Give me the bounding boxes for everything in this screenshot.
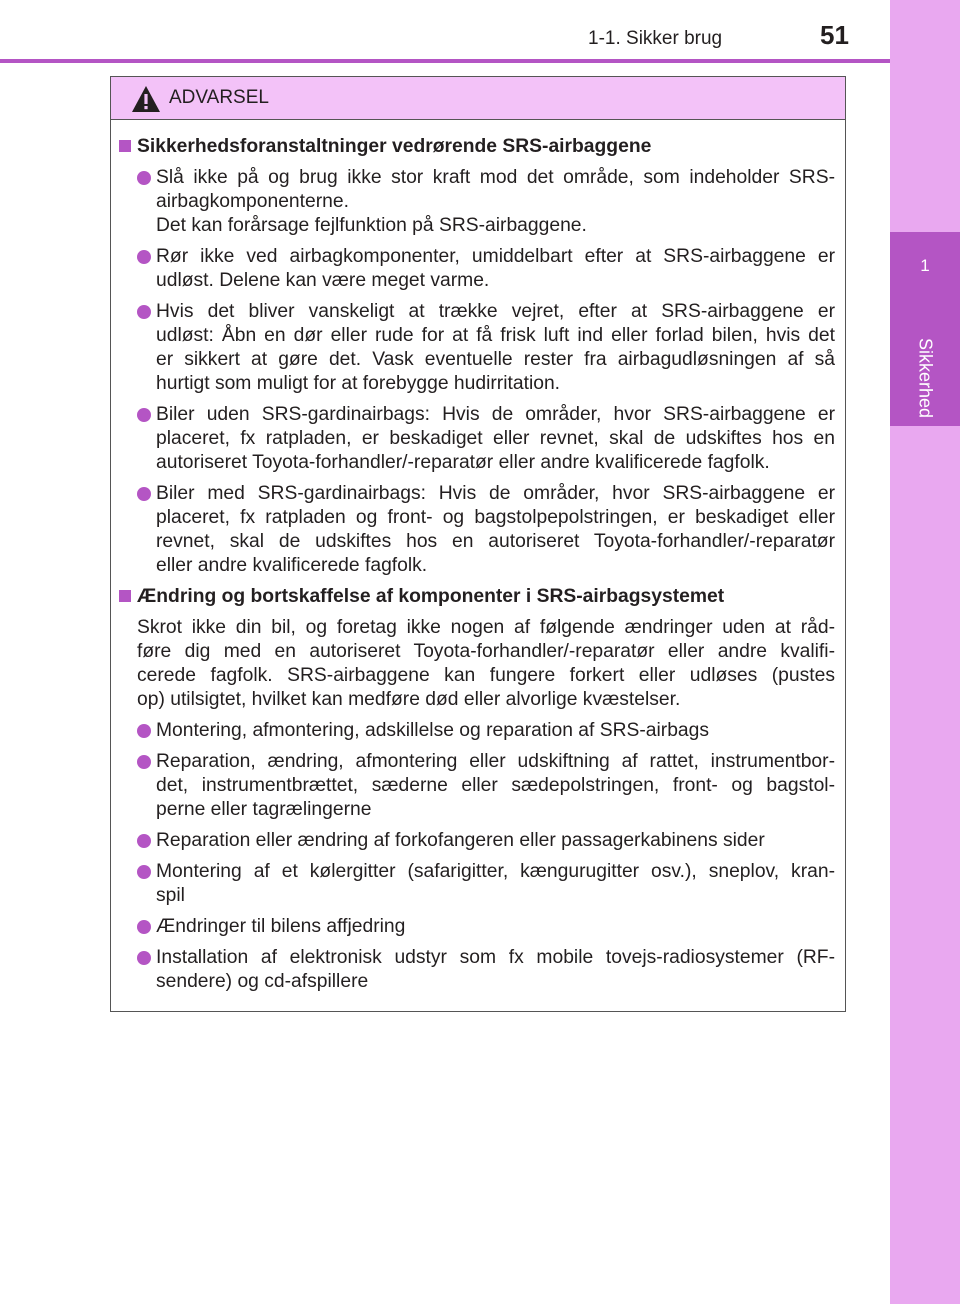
item-line: revnet, skal de udskiftes hos en autoriseret Toyota-forhandler/-reparatør: [156, 531, 835, 552]
round-bullet-icon: [137, 171, 151, 185]
item-line: Det kan forårsage fejlfunktion på SRS-airbaggene.: [156, 215, 587, 236]
side-tab: [890, 0, 960, 1304]
page-number: 51: [820, 20, 849, 50]
intro-line: op) utilsigtet, hvilket kan medføre død eller alvorlige kvæstelser.: [137, 689, 681, 710]
section-heading-text: Sikkerhedsforanstaltninger vedrørende SRS-airbaggene: [137, 136, 652, 157]
round-bullet-icon: [137, 755, 151, 769]
list-item: [119, 719, 837, 743]
item-line: autoriseret Toyota-forhandler/-reparatør eller andre kvalificerede fagfolk.: [156, 452, 770, 473]
warning-header: [111, 77, 845, 120]
item-line: er sikkert at gøre det. Vask eventuelle rester fra airbagudløsningen af så: [156, 349, 835, 370]
round-bullet-icon: [137, 724, 151, 738]
item-line: udløst: Åbn en dør eller rude for at få frisk luft ind eller forlad bilen, hvis det: [156, 325, 835, 346]
list-item: [119, 946, 837, 994]
section-heading-text: Ændring og bortskaffelse af komponenter i SRS-airbagsystemet: [137, 586, 725, 607]
list-item: [119, 860, 837, 908]
item-line: Hvis det bliver vanskeligt at trække vejret, efter at SRS-airbaggene er: [156, 301, 835, 322]
item-line: eller andre kvalificerede fagfolk.: [156, 555, 428, 576]
intro-line: føre dig med en autoriseret Toyota-forhandler/-reparatør eller andre kvalifi-: [137, 641, 835, 662]
list-item: [119, 482, 837, 578]
section-title: 1-1. Sikker brug: [588, 28, 723, 49]
header-rule: [0, 59, 890, 63]
round-bullet-icon: [137, 487, 151, 501]
item-line: Slå ikke på og brug ikke stor kraft mod det område, som indeholder SRS-: [156, 167, 835, 188]
round-bullet-icon: [137, 250, 151, 264]
round-bullet-icon: [137, 865, 151, 879]
item-line: Biler med SRS-gardinairbags: Hvis de områder, hvor SRS-airbaggene er: [156, 483, 835, 504]
round-bullet-icon: [137, 951, 151, 965]
warning-title: ADVARSEL: [169, 87, 269, 108]
intro-line: Skrot ikke din bil, og foretag ikke nogen af følgende ændringer uden at råd-: [137, 617, 835, 638]
chapter-label: Sikkerhed: [915, 337, 936, 419]
list-item: [119, 750, 837, 822]
item-line: Installation af elektronisk udstyr som fx mobile tovejs-radiosystemer (RF-: [156, 947, 835, 968]
warning-box: [110, 76, 846, 1012]
section-heading: [119, 585, 837, 609]
item-line: spil: [156, 885, 185, 906]
round-bullet-icon: [137, 834, 151, 848]
warning-content: [111, 120, 845, 994]
item-line: det, instrumentbrættet, sæderne eller sædepolstringen, front- og bagstol-: [156, 775, 835, 796]
item-line: airbagkomponenterne.: [156, 191, 349, 212]
item-line: Reparation, ændring, afmontering eller udskiftning af rattet, instrumentbor-: [156, 751, 835, 772]
list-item: [119, 403, 837, 475]
item-line: Biler uden SRS-gardinairbags: Hvis de områder, hvor SRS-airbaggene er: [156, 404, 835, 425]
list-item: [119, 829, 837, 853]
item-line: udløst. Delene kan være meget varme.: [156, 270, 490, 291]
list-item: [119, 300, 837, 396]
intro-line: cerede fagfolk. SRS-airbaggene kan fungere forkert eller udløses (pustes: [137, 665, 835, 686]
section-heading: [119, 135, 837, 159]
round-bullet-icon: [137, 305, 151, 319]
item-line: Montering af et kølergitter (safarigitter, kængurugitter osv.), sneplov, kran-: [156, 861, 835, 882]
chapter-number: 1: [920, 256, 930, 275]
list-item: [119, 245, 837, 293]
item-line: perne eller tagrælingerne: [156, 799, 372, 820]
section-intro: [119, 616, 837, 712]
item-line: hurtigt som muligt for at forebygge hudirritation.: [156, 373, 561, 394]
item-line: placeret, fx ratpladen, er beskadiget eller revnet, skal de udskiftes hos en: [156, 428, 835, 449]
item-line: sendere) og cd-afspillere: [156, 971, 369, 992]
warning-triangle-icon: [131, 85, 161, 113]
item-line: Montering, afmontering, adskillelse og reparation af SRS-airbags: [156, 720, 710, 741]
item-line: Ændringer til bilens affjedring: [156, 916, 406, 937]
item-line: Rør ikke ved airbagkomponenter, umiddelbart efter at SRS-airbaggene er: [156, 246, 835, 267]
list-item: [119, 166, 837, 238]
round-bullet-icon: [137, 920, 151, 934]
chapter-tab: [890, 232, 960, 426]
square-bullet-icon: [119, 590, 131, 602]
round-bullet-icon: [137, 408, 151, 422]
square-bullet-icon: [119, 140, 131, 152]
item-line: Reparation eller ændring af forkofangeren eller passagerkabinens sider: [156, 830, 765, 851]
list-item: [119, 915, 837, 939]
item-line: placeret, fx ratpladen og front- og bagstolpepolstringen, er beskadiget eller: [156, 507, 835, 528]
